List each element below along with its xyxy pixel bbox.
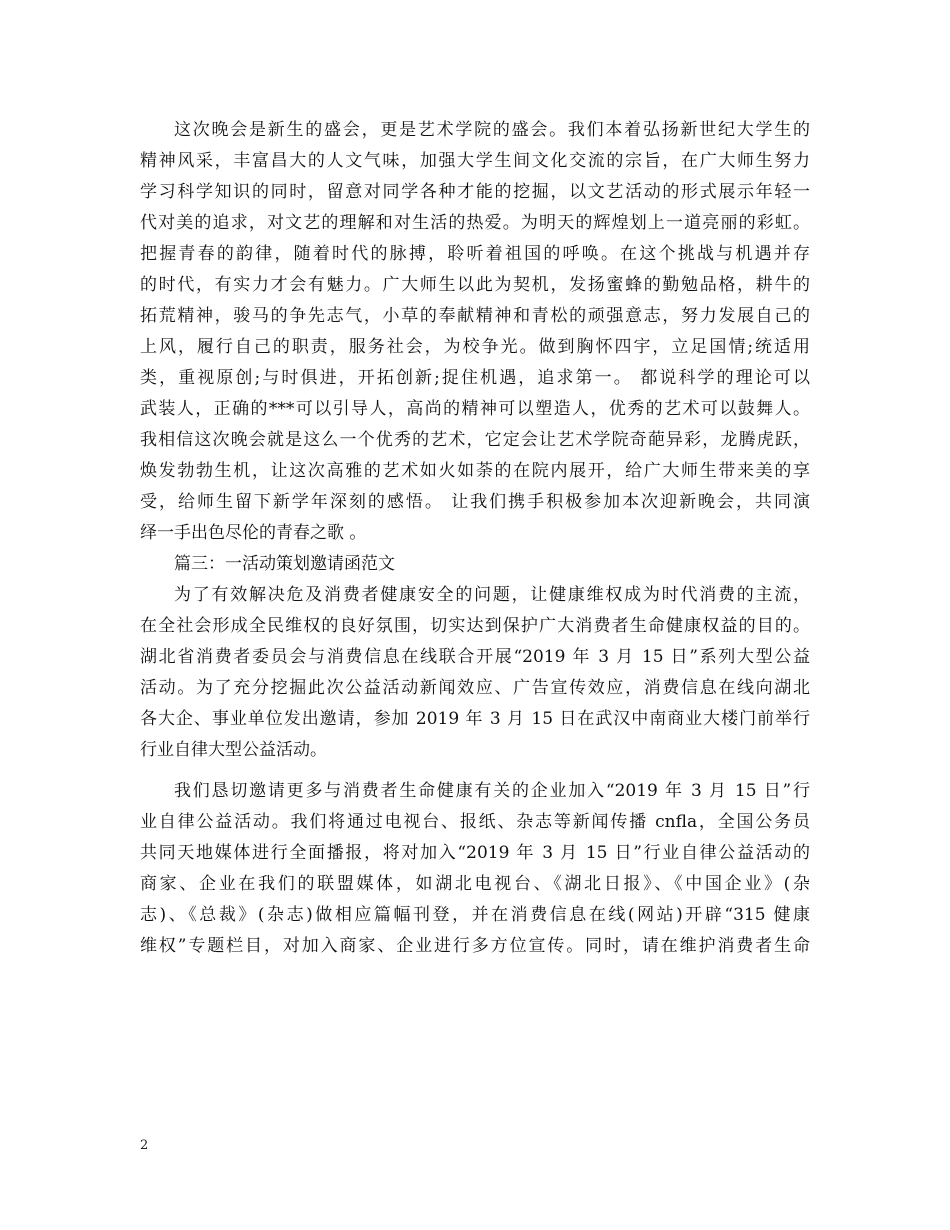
text-line: 把握青春的韵律，随着时代的脉搏，聆听着祖国的呼唤。在这个挑战与机遇并存 <box>140 244 810 264</box>
text-line: 在全社会形成全民维权的良好氛围，切实达到保护广大消费者生命健康权益的目的。 <box>140 616 810 636</box>
text-line: 绎一手出色尽伦的青春之歌 。 <box>140 523 367 543</box>
text-line: 学习科学知识的同时，留意对同学各种才能的挖掘，以文艺活动的形式展示年轻一 <box>140 182 810 202</box>
text-line: 受，给师生留下新学年深刻的感悟。 让我们携手积极参加本次迎新晚会，共同演 <box>140 492 810 512</box>
page-number: 2 <box>140 1138 149 1153</box>
paragraph-2 <box>140 580 810 766</box>
text-line: 志)、《总裁》(杂志)做相应篇幅刊登，并在消费信息在线(网站)开辟“315 健康 <box>140 905 810 925</box>
paragraph-3 <box>140 776 810 962</box>
text-line: 的时代，有实力才会有魅力。广大师生以此为契机，发扬蜜蜂的勤勉品格，耕牛的 <box>140 275 810 295</box>
text-line: 类，重视原创;与时俱进，开拓创新;捉住机遇，追求第一。 都说科学的理论可以 <box>140 368 810 388</box>
text-line: 湖北省消费者委员会与消费信息在线联合开展“2019 年 3 月 15 日”系列大型公益 <box>140 647 810 667</box>
text-line: 共同天地媒体进行全面播报，将对加入“2019 年 3 月 15 日”行业自律公益活动的 <box>140 843 810 863</box>
text-line: 代对美的追求，对文艺的理解和对生活的热爱。为明天的辉煌划上一道亮丽的彩虹。 <box>140 213 810 233</box>
text-line: 活动。为了充分挖掘此次公益活动新闻效应、广告宣传效应，消费信息在线向湖北 <box>140 678 810 698</box>
text-line: 这次晚会是新生的盛会，更是艺术学院的盛会。我们本着弘扬新世纪大学生的 <box>174 120 810 140</box>
text-line: 我相信这次晚会就是这么一个优秀的艺术，它定会让艺术学院奇葩异彩，龙腾虎跃， <box>140 430 810 450</box>
document-body <box>140 115 810 962</box>
paragraph-1 <box>140 115 810 549</box>
text-line: 各大企、事业单位发出邀请，参加 2019 年 3 月 15 日在武汉中南商业大楼门前举行 <box>140 709 810 729</box>
text-line: 武装人，正确的***可以引导人，高尚的精神可以塑造人，优秀的艺术可以鼓舞人。 <box>140 399 810 419</box>
text-line: 精神风采，丰富昌大的人文气味，加强大学生间文化交流的宗旨，在广大师生努力 <box>140 151 810 171</box>
text-line: 拓荒精神，骏马的争先志气，小草的奉献精神和青松的顽强意志，努力发展自己的 <box>140 306 810 326</box>
text-line: 上风，履行自己的职责，服务社会，为校争光。做到胸怀四宇，立足国情;统适用 <box>140 337 810 357</box>
text-line: 焕发勃勃生机，让这次高雅的艺术如火如荼的在院内展开，给广大师生带来美的享 <box>140 461 810 481</box>
text-line: 我们恳切邀请更多与消费者生命健康有关的企业加入“2019 年 3 月 15 日”行 <box>174 781 810 801</box>
text-line: 维权”专题栏目，对加入商家、企业进行多方位宣传。同时，请在维护消费者生命 <box>140 936 810 956</box>
text-line: 商家、企业在我们的联盟媒体，如湖北电视台、《湖北日报》、《中国企业》(杂 <box>140 874 810 894</box>
text-line: 为了有效解决危及消费者健康安全的问题，让健康维权成为时代消费的主流， <box>174 585 810 605</box>
section-heading: 篇三：一活动策划邀请函范文 <box>174 554 395 574</box>
text-line: 业自律公益活动。我们将通过电视台、报纸、杂志等新闻传播 cnfla，全国公务员 <box>140 812 810 832</box>
text-line: 行业自律大型公益活动。 <box>140 740 327 760</box>
